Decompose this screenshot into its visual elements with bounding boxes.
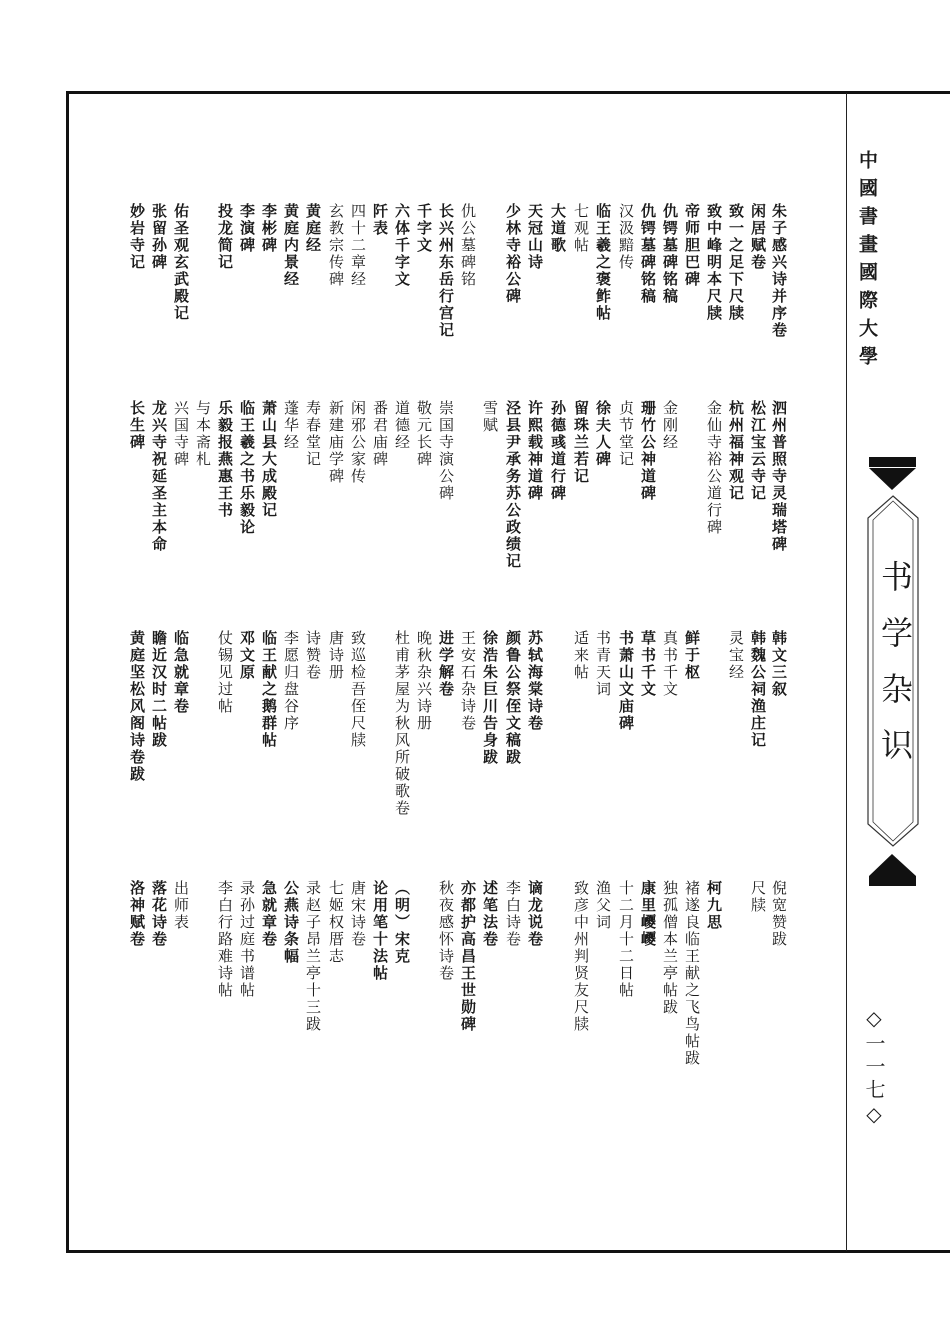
catalog-entry: 致巡检吾侄尺牍: [349, 630, 367, 749]
catalog-entry: 大道歌: [549, 203, 567, 254]
catalog-entry: 晚秋杂兴诗册: [415, 630, 433, 732]
catalog-entry: 唐宋诗卷: [349, 880, 367, 948]
catalog-entry: 李愿归盘谷序: [282, 630, 300, 732]
catalog-entry: 阡表: [371, 203, 389, 237]
catalog-entry: 书萧山文庙碑: [617, 630, 635, 732]
catalog-entry: 佑圣观玄武殿记: [172, 203, 190, 322]
ornament-bottom-bar: [869, 876, 916, 886]
catalog-entry: 泾县尹承务苏公政绩记: [504, 400, 522, 570]
catalog-entry: 录赵子昂兰亭十三跋: [304, 880, 322, 1033]
catalog-entry: 兴国寺碑: [172, 400, 190, 468]
catalog-entry: 录孙过庭书谱帖: [238, 880, 256, 999]
catalog-entry: 王安石杂诗卷: [459, 630, 477, 732]
catalog-entry: 褚遂良临王献之飞鸟帖跋: [683, 880, 701, 1067]
catalog-entry: 千字文: [415, 203, 433, 254]
catalog-entry: 李彬碑: [260, 203, 278, 254]
catalog-entry: 韩魏公祠渔庄记: [749, 630, 767, 749]
catalog-entry: 许熙载神道碑: [526, 400, 544, 502]
catalog-entry: 秋夜感怀诗卷: [437, 880, 455, 982]
catalog-entry: 张留孙碑: [150, 203, 168, 271]
catalog-entry: 黄庭经: [304, 203, 322, 254]
catalog-entry: 珊竹公神道碑: [639, 400, 657, 502]
margin-divider: [846, 93, 847, 1251]
catalog-entry: 公燕诗条幅: [282, 880, 300, 965]
page-number: ◇一一七◇: [862, 1006, 886, 1129]
catalog-entry: 鲜于枢: [683, 630, 701, 681]
catalog-entry: 雪赋: [481, 400, 499, 434]
catalog-entry: 真书千文: [661, 630, 679, 698]
catalog-entry: 萧山县大成殿记: [260, 400, 278, 519]
catalog-entry: 与本斋札: [194, 400, 212, 468]
catalog-entry: 落花诗卷: [150, 880, 168, 948]
catalog-entry: 倪宽赞跋: [770, 880, 788, 948]
catalog-entry: 番君庙碑: [371, 400, 389, 468]
catalog-entry: 述笔法卷: [481, 880, 499, 948]
catalog-entry: 临王羲之书乐毅论: [238, 400, 256, 536]
catalog-entry: 徐浩朱巨川告身跋: [481, 630, 499, 766]
catalog-entry: 临王羲之褒鲊帖: [594, 203, 612, 322]
catalog-entry: 致彦中州判贤友尺牍: [572, 880, 590, 1033]
catalog-entry: 临王献之鹅群帖: [260, 630, 278, 749]
catalog-entry: 仗锡见过帖: [216, 630, 234, 715]
catalog-entry: 邓文原: [238, 630, 256, 681]
catalog-entry: 龙兴寺祝延圣主本命: [150, 400, 168, 553]
catalog-entry: 韩文三叙: [770, 630, 788, 698]
ornament-top-triangle: [869, 468, 916, 490]
catalog-entry: 十二月十二日帖: [617, 880, 635, 999]
catalog-entry: 闲邪公家传: [349, 400, 367, 485]
catalog-entry: 金仙寺裕公道行碑: [705, 400, 723, 536]
catalog-entry: 新建庙学碑: [327, 400, 345, 485]
catalog-entry: 黄庭内景经: [282, 203, 300, 288]
catalog-entry: 仇锷墓碑铭稿: [639, 203, 657, 305]
catalog-entry: 柯九思: [705, 880, 723, 931]
catalog-entry: 李白行路难诗帖: [216, 880, 234, 999]
catalog-entry: 进学解卷: [437, 630, 455, 698]
catalog-entry: 黄庭坚松风阁诗卷跋: [128, 630, 146, 783]
catalog-entry: 蓬华经: [282, 400, 300, 451]
catalog-entry: 朱子感兴诗并序卷: [770, 203, 788, 339]
catalog-entry: 李白诗卷: [504, 880, 522, 948]
catalog-entry: 贞节堂记: [617, 400, 635, 468]
catalog-entry: 谪龙说卷: [526, 880, 544, 948]
catalog-entry: 颜鲁公祭侄文稿跋: [504, 630, 522, 766]
catalog-entry: 留珠兰若记: [572, 400, 590, 485]
catalog-entry: 泗州普照寺灵瑞塔碑: [770, 400, 788, 553]
catalog-entry: 仇锷墓碑铭稿: [661, 203, 679, 305]
catalog-entry: 汉汲黯传: [617, 203, 635, 271]
catalog-entry: 徐夫人碑: [594, 400, 612, 468]
catalog-entry: 投龙简记: [216, 203, 234, 271]
catalog-entry: 寿春堂记: [304, 400, 322, 468]
ornament-top-bar: [869, 457, 916, 467]
catalog-entry: 致中峰明本尺牍: [705, 203, 723, 322]
catalog-entry: 仇公墓碑铭: [459, 203, 477, 288]
catalog-entry: 敬元长碑: [415, 400, 433, 468]
catalog-entry: 出师表: [172, 880, 190, 931]
catalog-entry: 草书千文: [639, 630, 657, 698]
catalog-entry: 杭州福神观记: [727, 400, 745, 502]
catalog-entry: 天冠山诗: [526, 203, 544, 271]
catalog-entry: 康里巎巎: [639, 880, 657, 948]
catalog-entry: 急就章卷: [260, 880, 278, 948]
catalog-entry: 渔父词: [594, 880, 612, 931]
catalog-entry: 临急就章卷: [172, 630, 190, 715]
catalog-entry: 书青天词: [594, 630, 612, 698]
section-title: 书学杂识: [876, 560, 914, 784]
catalog-entry: 亦都护高昌王世勋碑: [459, 880, 477, 1033]
catalog-entry: 四十二章经: [349, 203, 367, 288]
catalog-entry: 灵宝经: [727, 630, 745, 681]
catalog-entry: 李演碑: [238, 203, 256, 254]
ornament-bottom-triangle: [869, 854, 916, 876]
catalog-entry: 金刚经: [661, 400, 679, 451]
university-name: 中國書畫國際大學: [856, 150, 878, 374]
catalog-entry: 致一之足下尺牍: [727, 203, 745, 322]
catalog-entry: （明）宋克: [393, 880, 411, 965]
catalog-entry: 杜甫茅屋为秋风所破歌卷: [393, 630, 411, 817]
catalog-entry: 崇国寺演公碑: [437, 400, 455, 502]
catalog-entry: 七观帖: [572, 203, 590, 254]
catalog-entry: 闲居赋卷: [749, 203, 767, 271]
catalog-entry: 妙岩寺记: [128, 203, 146, 271]
catalog-entry: 道德经: [393, 400, 411, 451]
catalog-entry: 洛神赋卷: [128, 880, 146, 948]
catalog-entry: 诗赞卷: [304, 630, 322, 681]
catalog-entry: 长兴州东岳行宫记: [437, 203, 455, 339]
catalog-entry: 玄教宗传碑: [327, 203, 345, 288]
catalog-entry: 长生碑: [128, 400, 146, 451]
catalog-entry: 瞻近汉时二帖跋: [150, 630, 168, 749]
catalog-entry: 论用笔十法帖: [371, 880, 389, 982]
catalog-entry: 少林寺裕公碑: [504, 203, 522, 305]
catalog-entry: 唐诗册: [327, 630, 345, 681]
catalog-entry: 孙德彧道行碑: [549, 400, 567, 502]
catalog-entry: 乐毅报燕惠王书: [216, 400, 234, 519]
catalog-entry: 苏轼海棠诗卷: [526, 630, 544, 732]
catalog-entry: 松江宝云寺记: [749, 400, 767, 502]
catalog-entry: 适来帖: [572, 630, 590, 681]
catalog-entry: 六体千字文: [393, 203, 411, 288]
catalog-entry: 独孤僧本兰亭帖跋: [661, 880, 679, 1016]
catalog-entry: 七姬权厝志: [327, 880, 345, 965]
catalog-entry: 帝师胆巴碑: [683, 203, 701, 288]
catalog-entry: 尺牍: [749, 880, 767, 914]
